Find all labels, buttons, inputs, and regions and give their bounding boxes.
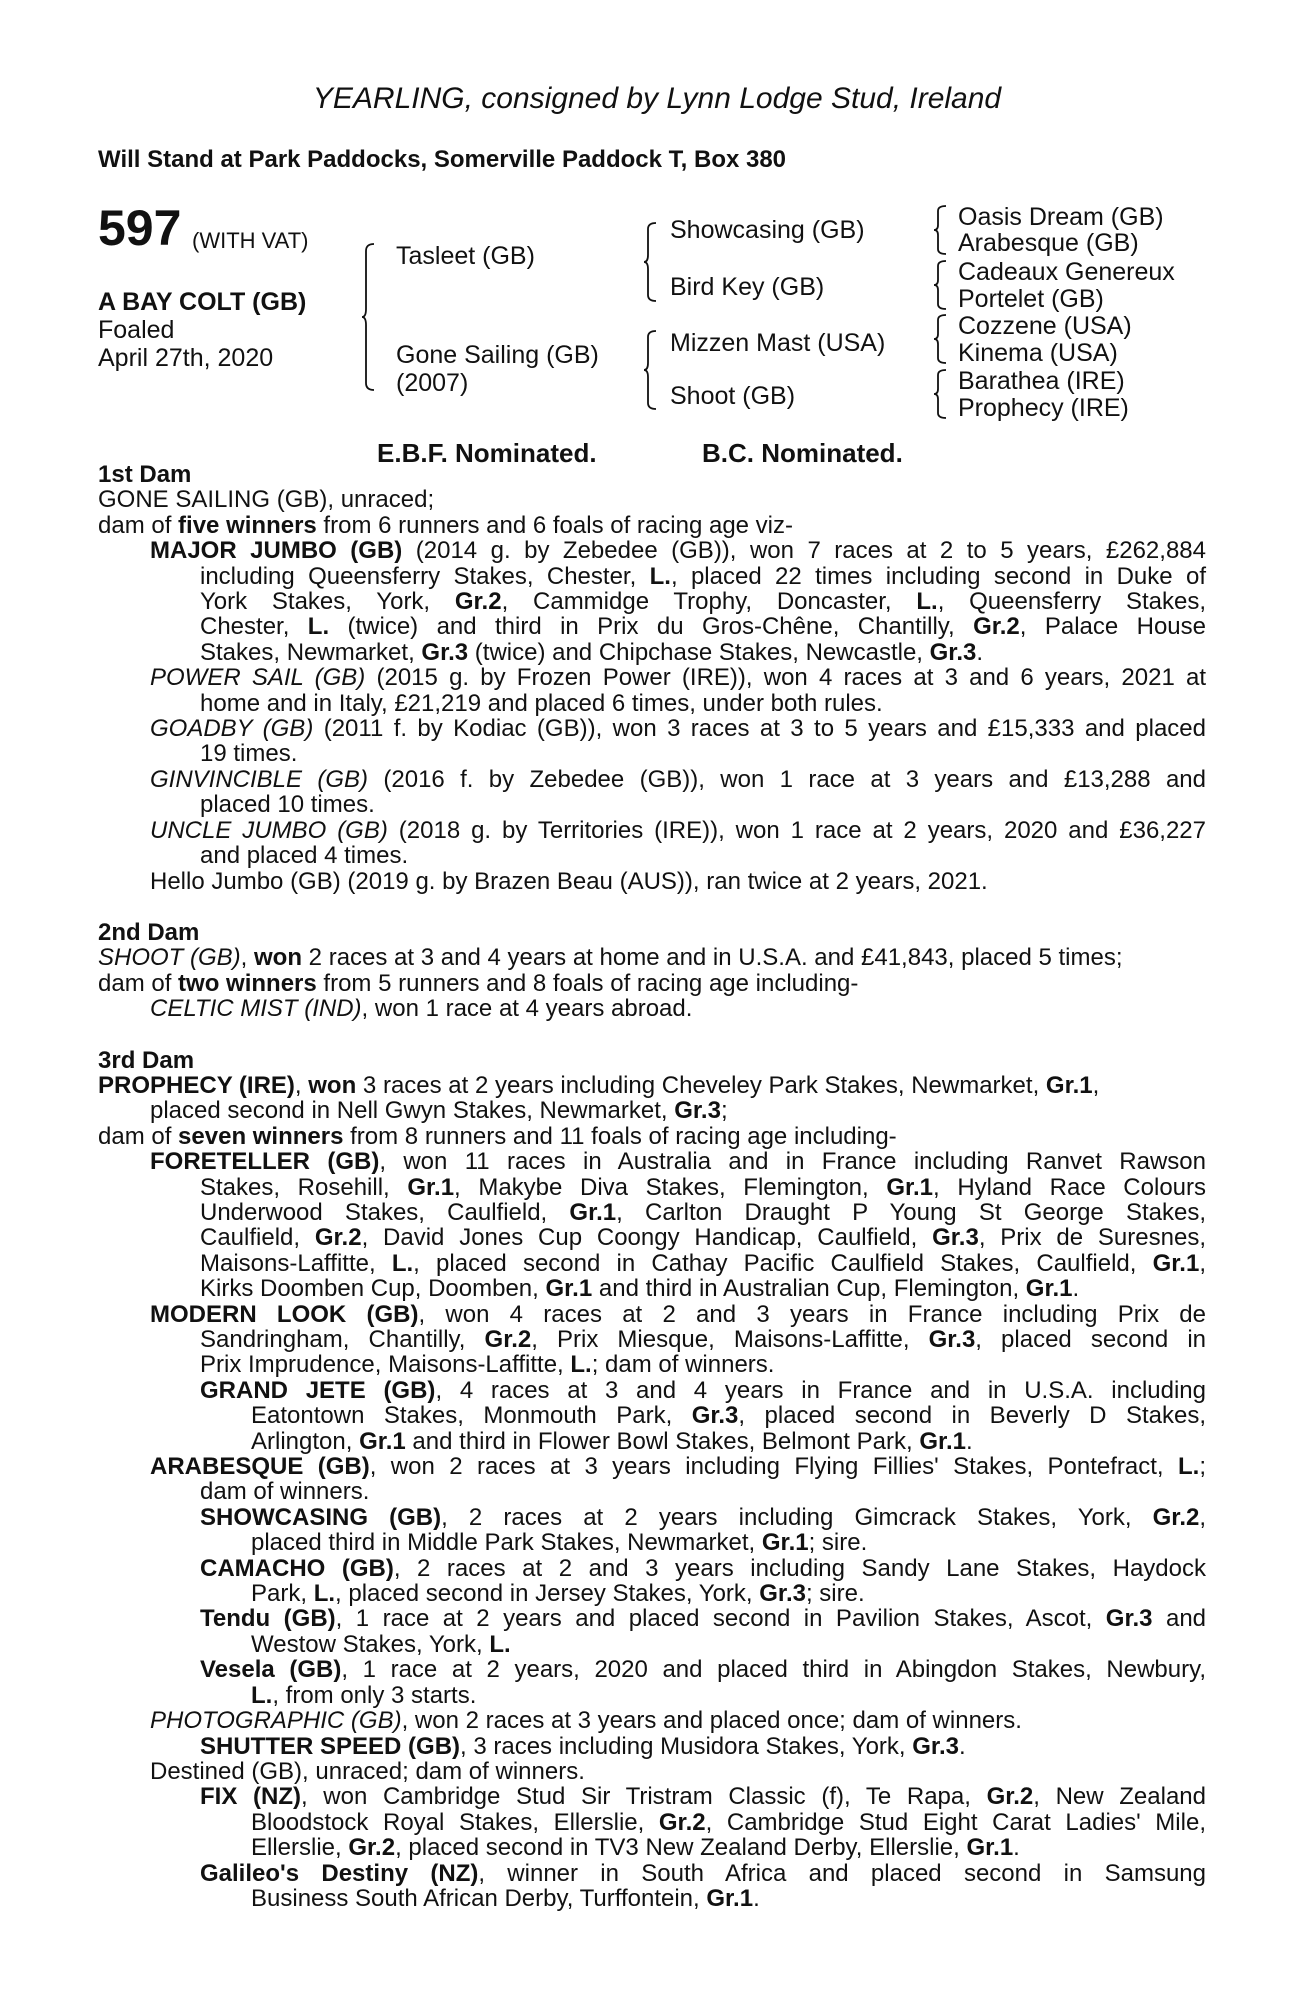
produce-foreteller-4: Caulfield, Gr.2, David Jones Cup Coongy Handicap, Caulfield, Gr.3, Prix de Suresnes, bbox=[200, 1224, 1206, 1252]
produce-grand-jete: GRAND JETE (GB), 4 races at 3 and 4 years in France and in U.S.A. including bbox=[200, 1376, 1207, 1404]
produce-vesela-2: L., from only 3 starts. bbox=[251, 1681, 477, 1709]
pedigree-g4: Portelet (GB) bbox=[958, 285, 1104, 313]
produce-goadby-2: 19 times. bbox=[200, 740, 298, 768]
catalogue-body bbox=[98, 462, 1206, 1911]
bc-nomination: B.C. Nominated. bbox=[702, 438, 903, 468]
produce-grand-jete-3: Arlington, Gr.1 and third in Flower Bowl Stakes, Belmont Park, Gr.1. bbox=[251, 1427, 973, 1455]
horse-name: A BAY COLT (GB) bbox=[98, 288, 307, 316]
page-title: YEARLING, consigned by Lynn Lodge Stud, Ireland bbox=[312, 82, 1002, 115]
produce-modern-look: MODERN LOOK (GB), won 4 races at 2 and 3 years in France including Prix de bbox=[150, 1300, 1207, 1328]
produce-power-sail-2: home and in Italy, £21,219 and placed 6 times, under both rules. bbox=[200, 689, 883, 717]
dam2-heading: 2nd Dam bbox=[98, 918, 200, 946]
dam1-produce-line: dam of five winners from 6 runners and 6 foals of racing age viz- bbox=[98, 511, 794, 539]
produce-showcasing: SHOWCASING (GB), 2 races at 2 years including Gimcrack Stakes, York, Gr.2, bbox=[200, 1503, 1207, 1531]
produce-major-jumbo: MAJOR JUMBO (GB) (2014 g. by Zebedee (GB)), won 7 races at 2 to 5 years, £262,884 bbox=[150, 537, 1206, 565]
produce-major-jumbo-5: Stakes, Newmarket, Gr.3 (twice) and Chipchase Stakes, Newcastle, Gr.3. bbox=[200, 638, 984, 666]
pedigree-g3: Cadeaux Genereux bbox=[958, 258, 1175, 286]
produce-vesela: Vesela (GB), 1 race at 2 years, 2020 and placed third in Abingdon Stakes, Newbury, bbox=[200, 1656, 1206, 1684]
pedigree-sire-dam: Bird Key (GB) bbox=[670, 273, 825, 301]
vat-label: (WITH VAT) bbox=[192, 228, 309, 253]
produce-shutter-speed: SHUTTER SPEED (GB), 3 races including Musidora Stakes, York, Gr.3. bbox=[200, 1732, 966, 1760]
produce-celtic-mist: CELTIC MIST (IND), won 1 race at 4 years abroad. bbox=[150, 995, 693, 1023]
pedigree-dam-year: (2007) bbox=[396, 369, 469, 397]
ebf-nomination: E.B.F. Nominated. bbox=[377, 438, 597, 468]
produce-grand-jete-2: Eatontown Stakes, Monmouth Park, Gr.3, placed second in Beverly D Stakes, bbox=[251, 1402, 1206, 1430]
produce-foreteller-2: Stakes, Rosehill, Gr.1, Makybe Diva Stakes, Flemington, Gr.1, Hyland Race Colours bbox=[200, 1173, 1207, 1201]
produce-fix: FIX (NZ), won Cambridge Stud Sir Tristram Classic (f), Te Rapa, Gr.2, New Zealand bbox=[200, 1783, 1206, 1811]
produce-fix-3: Ellerslie, Gr.2, placed second in TV3 New Zealand Derby, Ellerslie, Gr.1. bbox=[251, 1834, 1020, 1862]
foaled-date: April 27th, 2020 bbox=[98, 344, 274, 372]
pedigree-g8: Prophecy (IRE) bbox=[958, 394, 1129, 422]
stand-location: Will Stand at Park Paddocks, Somerville Paddock T, Box 380 bbox=[98, 146, 787, 173]
pedigree-g6: Kinema (USA) bbox=[958, 339, 1118, 367]
produce-camacho: CAMACHO (GB), 2 races at 2 and 3 years including Sandy Lane Stakes, Haydock bbox=[200, 1554, 1206, 1582]
lot-number: 597 bbox=[98, 200, 182, 256]
produce-major-jumbo-3: York Stakes, York, Gr.2, Cammidge Trophy, Doncaster, L., Queensferry Stakes, bbox=[200, 588, 1206, 616]
dam3-heading: 3rd Dam bbox=[98, 1046, 195, 1074]
brace-sire bbox=[644, 222, 658, 302]
produce-foreteller-6: Kirks Doomben Cup, Doomben, Gr.1 and third in Australian Cup, Flemington, Gr.1. bbox=[200, 1275, 1080, 1303]
dam3-line: PROPHECY (IRE), won 3 races at 2 years including Cheveley Park Stakes, Newmarket, Gr.1, bbox=[98, 1071, 1100, 1099]
pedigree-dam: Gone Sailing (GB) bbox=[396, 341, 599, 369]
dam3-produce-line: dam of seven winners from 8 runners and 11 foals of racing age including- bbox=[98, 1122, 897, 1150]
produce-ginvincible: GINVINCIBLE (GB) (2016 f. by Zebedee (GB)), won 1 race at 3 years and £13,288 and bbox=[150, 765, 1206, 793]
foaled-info bbox=[98, 316, 273, 372]
brace-main bbox=[362, 243, 376, 391]
pedigree-g5: Cozzene (USA) bbox=[958, 312, 1132, 340]
produce-ginvincible-2: placed 10 times. bbox=[200, 791, 375, 819]
dam2-produce-line: dam of two winners from 5 runners and 8 foals of racing age including- bbox=[98, 969, 859, 997]
brace-g1 bbox=[934, 205, 948, 255]
produce-goadby: GOADBY (GB) (2011 f. by Kodiac (GB)), won 3 races at 3 to 5 years and £15,333 and placed bbox=[150, 715, 1206, 743]
produce-galileos-destiny: Galileo's Destiny (NZ), winner in South Africa and placed second in Samsung bbox=[200, 1859, 1206, 1887]
produce-galileos-destiny-2: Business South African Derby, Turffontein, Gr.1. bbox=[251, 1884, 760, 1912]
produce-tendu-2: Westow Stakes, York, L. bbox=[251, 1630, 511, 1658]
produce-foreteller-5: Maisons-Laffitte, L., placed second in Cathay Pacific Caulfield Stakes, Caulfield, Gr.1, bbox=[200, 1249, 1206, 1277]
brace-g4 bbox=[934, 369, 948, 419]
pedigree-sire-sire: Showcasing (GB) bbox=[670, 216, 865, 244]
pedigree-g1: Oasis Dream (GB) bbox=[958, 203, 1164, 231]
produce-destined: Destined (GB), unraced; dam of winners. bbox=[150, 1757, 585, 1785]
produce-arabesque-2: dam of winners. bbox=[200, 1478, 370, 1506]
dam3-line-2: placed second in Nell Gwyn Stakes, Newmarket, Gr.3; bbox=[150, 1097, 728, 1125]
pedigree-g7: Barathea (IRE) bbox=[958, 367, 1125, 395]
produce-power-sail: POWER SAIL (GB) (2015 g. by Frozen Power (IRE)), won 4 races at 3 and 6 years, 2021 at bbox=[150, 664, 1207, 692]
produce-fix-2: Bloodstock Royal Stakes, Ellerslie, Gr.2, Cambridge Stud Eight Carat Ladies' Mile, bbox=[251, 1808, 1206, 1836]
produce-uncle-jumbo-2: and placed 4 times. bbox=[200, 842, 409, 870]
pedigree-dam-dam: Shoot (GB) bbox=[670, 382, 796, 410]
brace-g3 bbox=[934, 314, 948, 364]
pedigree-sire: Tasleet (GB) bbox=[396, 242, 535, 270]
pedigree-g2: Arabesque (GB) bbox=[958, 229, 1139, 257]
dam2-line: SHOOT (GB), won 2 races at 3 and 4 years at home and in U.S.A. and £41,843, placed 5 times; bbox=[98, 944, 1123, 972]
produce-hello-jumbo: Hello Jumbo (GB) (2019 g. by Brazen Beau (AUS)), ran twice at 2 years, 2021. bbox=[150, 867, 988, 895]
produce-modern-look-2: Sandringham, Chantilly, Gr.2, Prix Miesque, Maisons-Laffitte, Gr.3, placed second in bbox=[200, 1326, 1207, 1353]
produce-foreteller-3: Underwood Stakes, Caulfield, Gr.1, Carlton Draught P Young St George Stakes, bbox=[200, 1198, 1206, 1226]
foaled-label: Foaled bbox=[98, 316, 175, 344]
produce-arabesque: ARABESQUE (GB), won 2 races at 3 years including Flying Fillies' Stakes, Pontefract, L.; bbox=[150, 1453, 1206, 1481]
produce-modern-look-3: Prix Imprudence, Maisons-Laffitte, L.; dam of winners. bbox=[200, 1351, 775, 1379]
dam1-heading: 1st Dam bbox=[98, 461, 192, 488]
produce-major-jumbo-4: Chester, L. (twice) and third in Prix du Gros-Chêne, Chantilly, Gr.2, Palace House bbox=[200, 613, 1206, 641]
dam1-line: GONE SAILING (GB), unraced; bbox=[98, 486, 435, 514]
produce-uncle-jumbo: UNCLE JUMBO (GB) (2018 g. by Territories (IRE)), won 1 race at 2 years, 2020 and £36,227 bbox=[150, 816, 1206, 844]
produce-foreteller: FORETELLER (GB), won 11 races in Australia and in France including Ranvet Rawson bbox=[150, 1148, 1206, 1176]
brace-g2 bbox=[934, 260, 948, 310]
brace-dam bbox=[644, 330, 658, 410]
produce-camacho-2: Park, L., placed second in Jersey Stakes, York, Gr.3; sire. bbox=[251, 1580, 865, 1608]
produce-showcasing-2: placed third in Middle Park Stakes, Newmarket, Gr.1; sire. bbox=[251, 1529, 868, 1557]
produce-photographic: PHOTOGRAPHIC (GB), won 2 races at 3 years and placed once; dam of winners. bbox=[150, 1707, 1022, 1735]
pedigree-dam-sire: Mizzen Mast (USA) bbox=[670, 329, 886, 357]
produce-tendu: Tendu (GB), 1 race at 2 years and placed second in Pavilion Stakes, Ascot, Gr.3 and bbox=[200, 1605, 1207, 1633]
produce-major-jumbo-2: including Queensferry Stakes, Chester, L., placed 22 times including second in Duke of bbox=[200, 562, 1206, 590]
